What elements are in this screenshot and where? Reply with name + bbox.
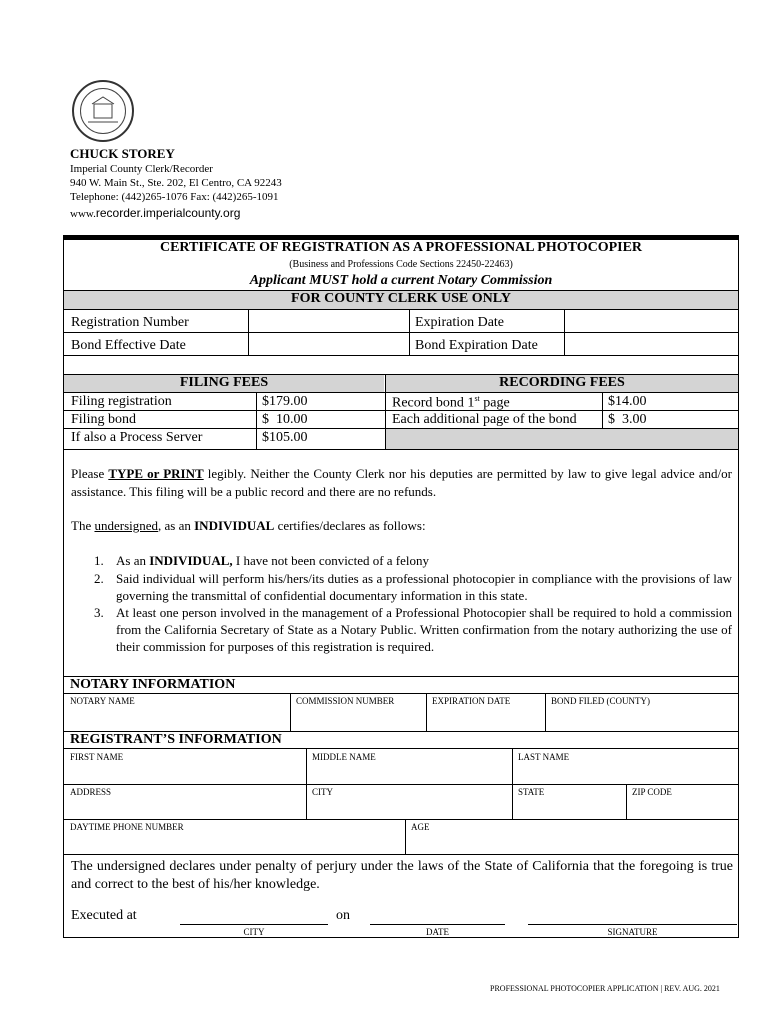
declaration-intro: The undersigned, as an INDIVIDUAL certifies/declares as follows: — [71, 518, 426, 533]
recording-fee-amount: $ 3.00 — [608, 412, 647, 427]
list-item-number: 2. — [94, 571, 104, 586]
list-item: As an INDIVIDUAL, I have not been convicted of a felony — [116, 553, 430, 568]
fee-row-label: Filing registration — [71, 394, 172, 409]
clerk-name: CHUCK STOREY — [70, 146, 175, 161]
recording-fees-title: RECORDING FEES — [499, 375, 625, 390]
fee-row-label: If also a Process Server — [71, 430, 203, 445]
county-use-heading: FOR COUNTY CLERK USE ONLY — [291, 291, 511, 306]
notary-expiration-date-field[interactable]: EXPIRATION DATE — [432, 696, 511, 706]
clerk-title: Imperial County Clerk/Recorder — [70, 163, 213, 175]
executed-at-label: Executed at — [71, 908, 137, 923]
notary-requirement: Applicant MUST hold a current Notary Commission — [249, 273, 553, 288]
commission-number-field[interactable]: COMMISSION NUMBER — [296, 696, 395, 706]
recording-fee-amount: $14.00 — [608, 394, 647, 409]
form-subtitle: (Business and Professions Code Sections 22450-22463) — [289, 259, 513, 270]
city-signature-line[interactable] — [180, 924, 328, 925]
address-field[interactable]: ADDRESS — [70, 787, 112, 797]
expiration-date-field[interactable] — [565, 310, 738, 332]
fee-row-amount: $179.00 — [262, 394, 308, 409]
bond-expiration-date-label: Bond Expiration Date — [415, 338, 538, 353]
office-phone: Telephone: (442)265-1076 Fax: (442)265-1091 — [70, 191, 279, 203]
website-domain: recorder.imperialcounty.org — [95, 206, 241, 220]
middle-name-field[interactable]: MIDDLE NAME — [312, 752, 376, 762]
signature-caption: SIGNATURE — [607, 927, 658, 937]
bond-effective-date-label: Bond Effective Date — [71, 338, 186, 353]
list-item-number: 1. — [94, 553, 104, 568]
perjury-declaration: The undersigned declares under penalty of perjury under the laws of the State of California that the foregoing is true and correct to the best of his/her knowledge. — [71, 859, 733, 892]
zip-code-field[interactable]: ZIP CODE — [632, 787, 672, 797]
website-prefix: www. — [70, 208, 96, 220]
registrant-section-title: REGISTRANT’S INFORMATION — [70, 732, 282, 747]
bond-expiration-date-field[interactable] — [565, 333, 738, 355]
notary-section-title: NOTARY INFORMATION — [70, 677, 236, 692]
office-website[interactable] — [70, 205, 240, 221]
recording-fees-empty-bar — [386, 429, 738, 449]
office-address: 940 W. Main St., Ste. 202, El Centro, CA 92243 — [70, 177, 282, 189]
county-seal-logo — [72, 80, 134, 142]
list-item: At least one person involved in the management of a Professional Photocopier shall be required to hold a commission from the California Secretary of State as a Notary Public. Written confirmation from the notary authorizing the use of their commission for purposes of this registration is required. — [116, 605, 732, 654]
age-field[interactable]: AGE — [411, 822, 430, 832]
city-field[interactable]: CITY — [312, 787, 333, 797]
notary-name-field[interactable]: NOTARY NAME — [70, 696, 135, 706]
filing-fees-title: FILING FEES — [179, 375, 269, 390]
form-footer: PROFESSIONAL PHOTOCOPIER APPLICATION | REV. AUG. 2021 — [490, 984, 720, 993]
bond-filed-county-field[interactable]: BOND FILED (COUNTY) — [551, 696, 650, 706]
list-item: Said individual will perform his/hers/its duties as a professional photocopier in compliance with the provisions of law governing the transmittal of confidential documentary information in this state. — [116, 571, 732, 603]
registration-number-field[interactable] — [249, 310, 409, 332]
instructions-paragraph: Please TYPE or PRINT legibly. Neither the County Clerk nor his deputies are permitted by law to give legal advice and/or assistance. This filing will be a public record and there are no refunds. — [71, 466, 732, 499]
fee-row-label: Filing bond — [71, 412, 136, 427]
first-name-field[interactable]: FIRST NAME — [70, 752, 124, 762]
fee-row-amount: $105.00 — [262, 430, 308, 445]
last-name-field[interactable]: LAST NAME — [518, 752, 570, 762]
form-title: CERTIFICATE OF REGISTRATION AS A PROFESSIONAL PHOTOCOPIER — [159, 240, 643, 255]
date-caption: DATE — [426, 927, 449, 937]
bond-effective-date-field[interactable] — [249, 333, 409, 355]
recording-fee-label: Each additional page of the bond — [392, 412, 577, 427]
fee-row-amount: $ 10.00 — [262, 412, 308, 427]
registration-number-label: Registration Number — [71, 315, 189, 330]
state-field[interactable]: STATE — [518, 787, 545, 797]
recording-fee-label: Record bond 1st page — [392, 394, 510, 411]
date-signature-line[interactable] — [370, 924, 505, 925]
on-label: on — [336, 908, 350, 923]
city-caption: CITY — [243, 927, 265, 937]
expiration-date-label: Expiration Date — [415, 315, 505, 330]
daytime-phone-field[interactable]: DAYTIME PHONE NUMBER — [70, 822, 184, 832]
signature-line[interactable] — [528, 924, 737, 925]
list-item-number: 3. — [94, 605, 104, 620]
